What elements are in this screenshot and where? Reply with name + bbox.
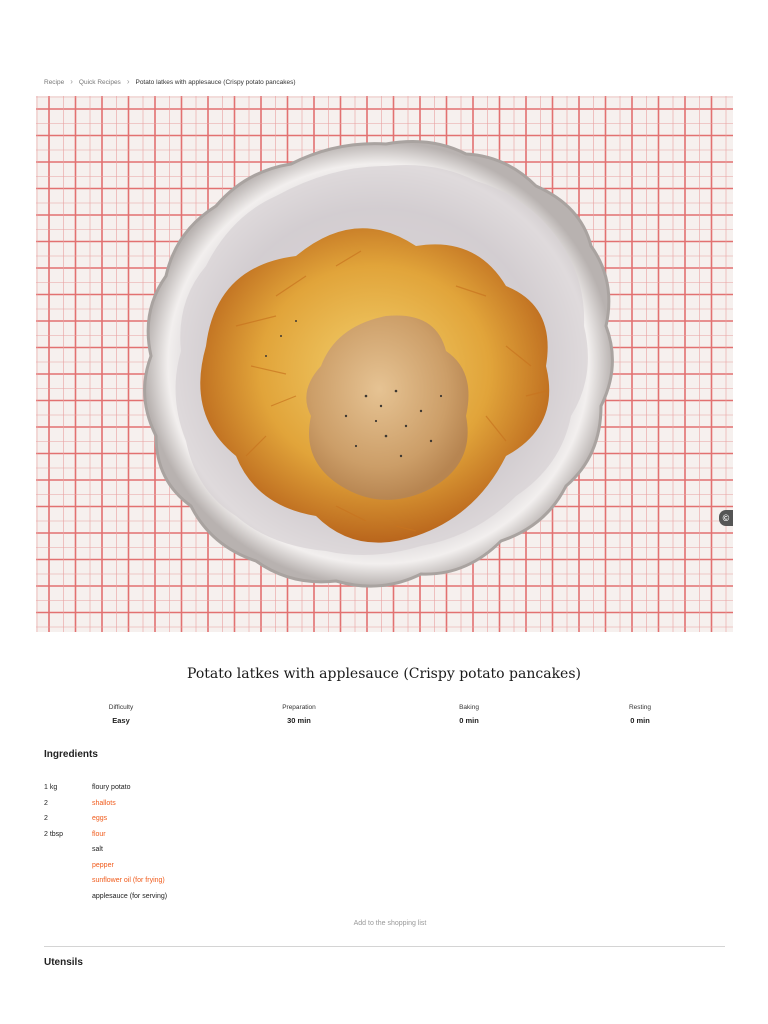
meta-label: Resting	[628, 704, 652, 711]
ingredient-quantity: 1 kg	[44, 784, 58, 792]
ingredient-row	[44, 842, 444, 858]
breadcrumb-item-current: Potato latkes with applesauce (Crispy potato pancakes)	[135, 78, 296, 86]
ingredient-row	[44, 873, 444, 889]
ingredient-quantity: 2	[44, 815, 48, 823]
ingredients-list	[44, 780, 444, 904]
add-to-shopping-list-button[interactable]: Add to the shopping list	[353, 920, 427, 927]
ingredient-link[interactable]: sunflower oil (for frying)	[92, 877, 165, 885]
meta-value: 0 min	[630, 716, 650, 725]
meta-resting	[580, 704, 700, 725]
breadcrumb	[44, 78, 296, 86]
chevron-right-icon: ›	[126, 77, 130, 86]
meta-value: Easy	[112, 716, 130, 725]
ingredient-quantity: 2	[44, 799, 48, 807]
ingredient-row	[44, 796, 444, 812]
meta-label: Difficulty	[108, 704, 134, 711]
ingredient-link[interactable]: eggs	[92, 815, 108, 823]
ingredient-row	[44, 827, 444, 843]
ingredient-link[interactable]: flour	[92, 830, 106, 838]
latkes-photo	[36, 96, 733, 632]
ingredient-link[interactable]: pepper	[92, 861, 114, 869]
ingredient-name: salt	[92, 846, 103, 854]
meta-value: 30 min	[287, 716, 311, 725]
ingredient-row	[44, 780, 444, 796]
divider	[44, 946, 725, 947]
ingredient-row	[44, 858, 444, 874]
ingredients-heading: Ingredients	[44, 749, 98, 760]
meta-label: Preparation	[282, 704, 316, 711]
chevron-right-icon: ›	[70, 77, 73, 86]
camera-icon: ©	[722, 513, 730, 523]
meta-difficulty	[61, 704, 181, 725]
ingredient-row	[44, 889, 444, 905]
recipe-title: Potato latkes with applesauce (Crispy potato pancakes)	[187, 666, 581, 682]
recipe-hero-image	[36, 96, 733, 632]
meta-label: Baking	[459, 704, 479, 711]
breadcrumb-item-recipe[interactable]: Recipe	[44, 78, 65, 86]
breadcrumb-item-quick-recipes[interactable]: Quick Recipes	[78, 78, 121, 86]
ingredient-row	[44, 811, 444, 827]
meta-baking	[409, 704, 529, 725]
meta-value: 0 min	[459, 716, 479, 725]
ingredient-link[interactable]: shallots	[92, 799, 116, 807]
utensils-heading: Utensils	[44, 957, 83, 968]
ingredient-name: applesauce (for serving)	[92, 892, 168, 900]
photo-credit-badge[interactable]	[719, 510, 733, 526]
ingredient-quantity: 2 tbsp	[44, 830, 64, 838]
meta-preparation	[239, 704, 359, 725]
ingredient-name: floury potato	[92, 784, 131, 792]
